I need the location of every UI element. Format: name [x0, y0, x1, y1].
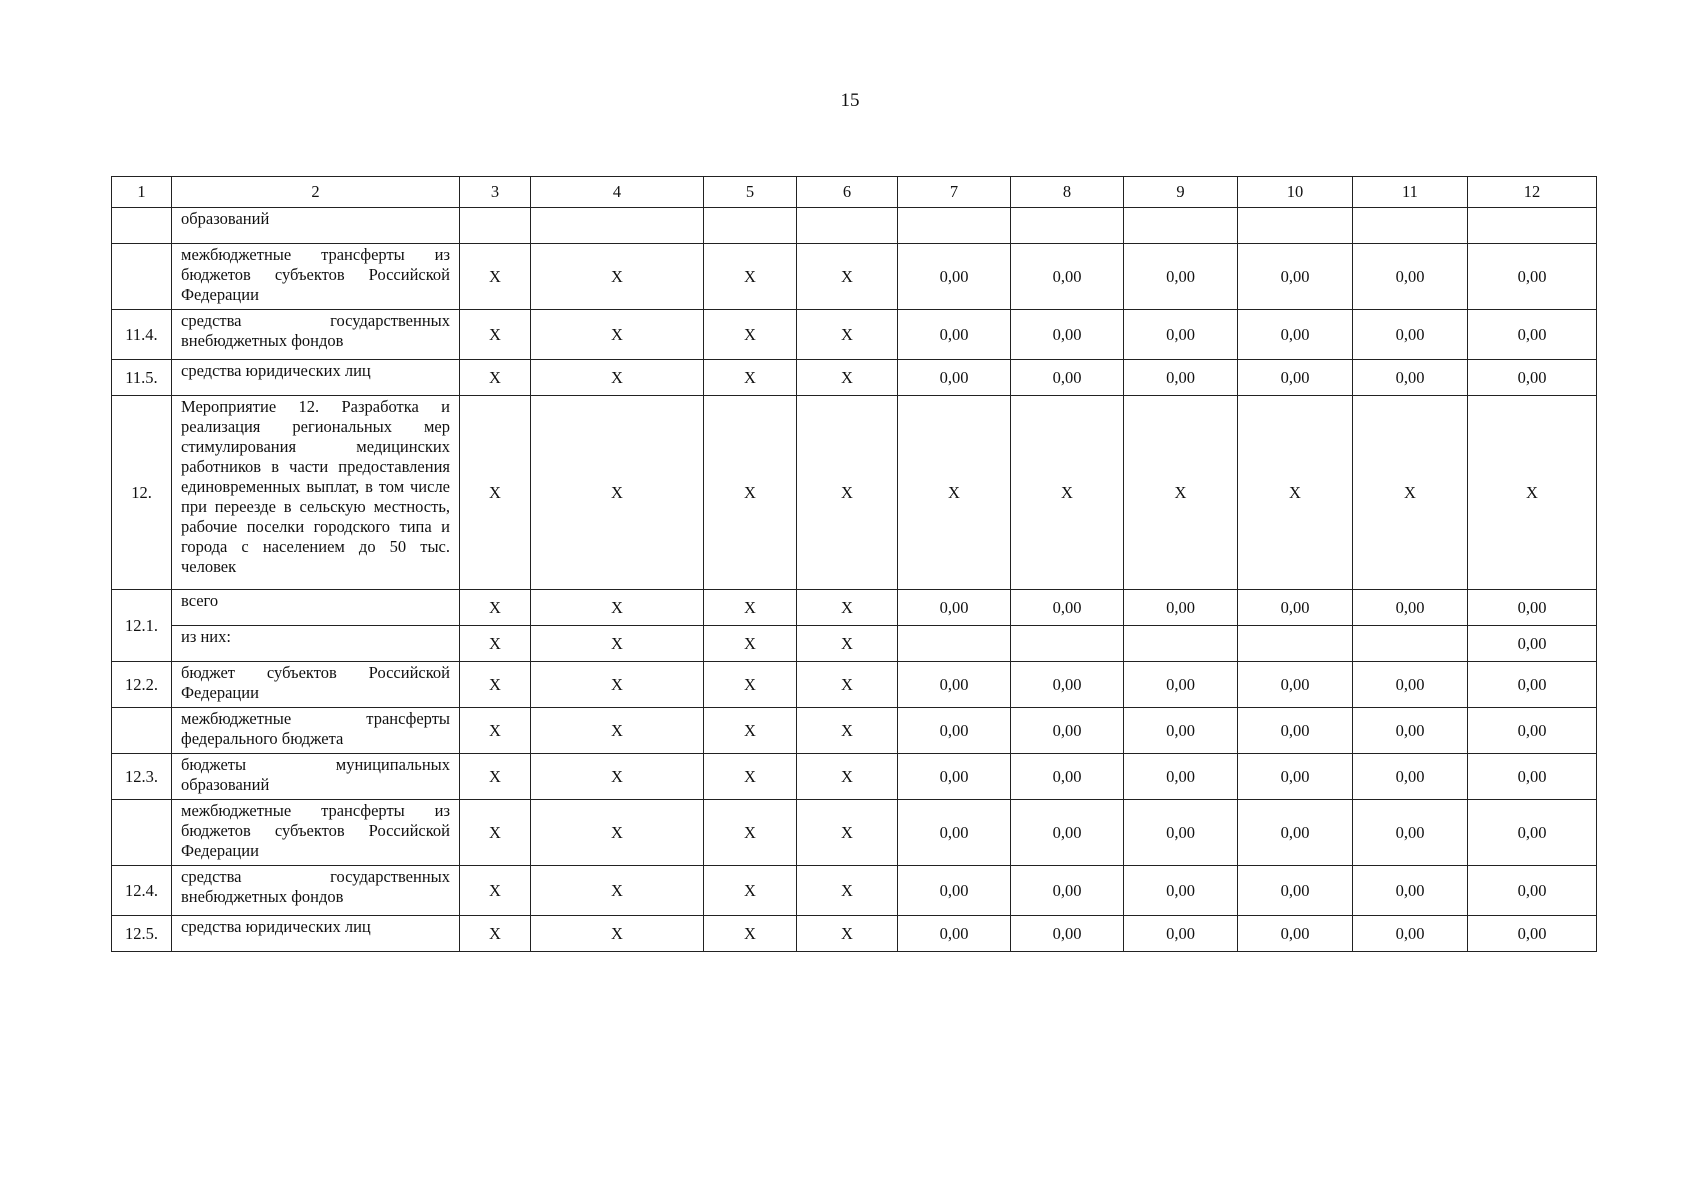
cell: X [460, 244, 531, 310]
cell: X [1238, 396, 1353, 590]
cell: 0,00 [898, 708, 1011, 754]
column-header: 8 [1011, 177, 1124, 208]
cell: 0,00 [1353, 708, 1468, 754]
cell: X [531, 866, 704, 916]
cell: 0,00 [1468, 662, 1597, 708]
cell: 0,00 [1011, 866, 1124, 916]
cell [1011, 626, 1124, 662]
cell: X [460, 916, 531, 952]
table-row [112, 866, 1597, 916]
cell: X [1011, 396, 1124, 590]
row-description: всего [172, 590, 460, 626]
cell: X [704, 708, 797, 754]
row-number [112, 708, 172, 754]
column-header: 4 [531, 177, 704, 208]
cell: 0,00 [1238, 754, 1353, 800]
page-number: 15 [840, 90, 860, 111]
cell: X [460, 626, 531, 662]
cell: X [797, 866, 898, 916]
cell: 0,00 [1238, 708, 1353, 754]
cell: 0,00 [1238, 800, 1353, 866]
row-number [112, 208, 172, 244]
cell [1238, 626, 1353, 662]
cell: 0,00 [1468, 626, 1597, 662]
row-description: бюджеты муниципальных образований [172, 754, 460, 800]
table-row [112, 590, 1597, 626]
column-header: 3 [460, 177, 531, 208]
cell: X [704, 244, 797, 310]
cell: X [704, 360, 797, 396]
cell: 0,00 [1468, 310, 1597, 360]
cell: X [531, 662, 704, 708]
cell: 0,00 [1353, 916, 1468, 952]
cell: 0,00 [1011, 754, 1124, 800]
cell: X [797, 396, 898, 590]
row-number: 12.5. [112, 916, 172, 952]
cell: 0,00 [1468, 360, 1597, 396]
cell: X [704, 800, 797, 866]
row-number: 12. [112, 396, 172, 590]
cell: 0,00 [1238, 360, 1353, 396]
cell: X [797, 800, 898, 866]
cell: X [704, 916, 797, 952]
table-row [112, 310, 1597, 360]
row-number: 11.4. [112, 310, 172, 360]
cell: X [704, 590, 797, 626]
cell [531, 208, 704, 244]
cell: 0,00 [1353, 662, 1468, 708]
cell: 0,00 [1353, 800, 1468, 866]
cell: X [531, 360, 704, 396]
cell: 0,00 [1124, 866, 1238, 916]
cell: X [797, 708, 898, 754]
cell: X [704, 866, 797, 916]
cell: 0,00 [1011, 244, 1124, 310]
cell: 0,00 [1353, 754, 1468, 800]
cell: X [460, 708, 531, 754]
cell: 0,00 [1011, 708, 1124, 754]
column-header: 1 [112, 177, 172, 208]
table-row [112, 626, 1597, 662]
cell: X [460, 866, 531, 916]
table-row [112, 208, 1597, 244]
cell: 0,00 [1011, 662, 1124, 708]
cell [1124, 626, 1238, 662]
cell: X [797, 244, 898, 310]
cell: 0,00 [898, 662, 1011, 708]
cell: X [460, 800, 531, 866]
cell: 0,00 [898, 916, 1011, 952]
cell: X [460, 590, 531, 626]
cell: 0,00 [1238, 310, 1353, 360]
cell: 0,00 [1468, 866, 1597, 916]
row-description: из них: [172, 626, 460, 662]
cell: 0,00 [1011, 310, 1124, 360]
cell: 0,00 [1238, 662, 1353, 708]
cell: 0,00 [898, 590, 1011, 626]
row-number: 11.5. [112, 360, 172, 396]
cell [1238, 208, 1353, 244]
cell: 0,00 [1468, 244, 1597, 310]
cell: 0,00 [1124, 708, 1238, 754]
column-header: 12 [1468, 177, 1597, 208]
row-description: средства государственных внебюджетных фондов [172, 310, 460, 360]
column-header: 11 [1353, 177, 1468, 208]
column-header: 5 [704, 177, 797, 208]
cell: 0,00 [898, 800, 1011, 866]
cell [1353, 626, 1468, 662]
cell: X [531, 244, 704, 310]
cell: 0,00 [1011, 590, 1124, 626]
row-description: межбюджетные трансферты федерального бюджета [172, 708, 460, 754]
cell: X [704, 626, 797, 662]
cell: X [531, 590, 704, 626]
cell: 0,00 [1353, 360, 1468, 396]
cell: X [460, 754, 531, 800]
cell: X [797, 916, 898, 952]
cell: 0,00 [898, 866, 1011, 916]
cell: X [531, 626, 704, 662]
cell: X [460, 662, 531, 708]
budget-table [111, 176, 1597, 952]
row-description: бюджет субъектов Российской Федерации [172, 662, 460, 708]
cell: 0,00 [1124, 244, 1238, 310]
cell: 0,00 [1124, 310, 1238, 360]
column-header: 2 [172, 177, 460, 208]
cell: X [797, 310, 898, 360]
cell: 0,00 [1468, 916, 1597, 952]
row-description: Мероприятие 12. Разработка и реализация региональных мер стимулирования медицинских работников в части предоставления единовременных выплат, в том числе при переезде в сельскую местность, рабочие поселки городского типа и города с населением до 50 тыс. человек [172, 396, 460, 590]
cell: 0,00 [1011, 916, 1124, 952]
column-header: 7 [898, 177, 1011, 208]
table-row [112, 708, 1597, 754]
table-row [112, 800, 1597, 866]
cell [704, 208, 797, 244]
cell: X [797, 360, 898, 396]
cell: X [531, 396, 704, 590]
row-number: 12.3. [112, 754, 172, 800]
column-header: 6 [797, 177, 898, 208]
cell: 0,00 [1238, 866, 1353, 916]
cell [797, 208, 898, 244]
cell [1468, 208, 1597, 244]
cell: X [531, 800, 704, 866]
cell: 0,00 [1468, 590, 1597, 626]
row-description: средства юридических лиц [172, 916, 460, 952]
cell: X [531, 310, 704, 360]
cell: 0,00 [1353, 590, 1468, 626]
cell: 0,00 [1124, 916, 1238, 952]
cell: X [797, 662, 898, 708]
row-description: средства государственных внебюджетных фондов [172, 866, 460, 916]
cell [898, 626, 1011, 662]
cell: 0,00 [1238, 916, 1353, 952]
cell: 0,00 [1011, 360, 1124, 396]
row-description: образований [172, 208, 460, 244]
cell: 0,00 [1468, 708, 1597, 754]
cell: 0,00 [1124, 360, 1238, 396]
cell: 0,00 [1011, 800, 1124, 866]
row-number: 12.2. [112, 662, 172, 708]
table-row [112, 396, 1597, 590]
table-row [112, 244, 1597, 310]
cell: X [797, 590, 898, 626]
cell: 0,00 [898, 244, 1011, 310]
cell: X [531, 754, 704, 800]
cell: X [1353, 396, 1468, 590]
cell: X [460, 310, 531, 360]
cell: X [531, 708, 704, 754]
cell: 0,00 [1124, 800, 1238, 866]
cell: 0,00 [1238, 590, 1353, 626]
cell: X [1468, 396, 1597, 590]
cell: 0,00 [1468, 754, 1597, 800]
column-header: 9 [1124, 177, 1238, 208]
cell: 0,00 [1353, 310, 1468, 360]
cell: X [797, 754, 898, 800]
cell: X [898, 396, 1011, 590]
header-row [112, 177, 1597, 208]
cell: 0,00 [1124, 662, 1238, 708]
cell [898, 208, 1011, 244]
cell: X [704, 310, 797, 360]
cell: 0,00 [1124, 590, 1238, 626]
cell: X [704, 662, 797, 708]
cell: X [460, 396, 531, 590]
row-description: средства юридических лиц [172, 360, 460, 396]
cell: 0,00 [1353, 244, 1468, 310]
cell: 0,00 [898, 310, 1011, 360]
cell: X [1124, 396, 1238, 590]
table-row [112, 916, 1597, 952]
cell [1124, 208, 1238, 244]
cell [1353, 208, 1468, 244]
cell: X [531, 916, 704, 952]
cell: 0,00 [898, 360, 1011, 396]
cell: 0,00 [1238, 244, 1353, 310]
table-row [112, 360, 1597, 396]
cell: X [704, 754, 797, 800]
table-row [112, 662, 1597, 708]
cell: 0,00 [1124, 754, 1238, 800]
cell: X [460, 360, 531, 396]
row-number [112, 800, 172, 866]
row-description: межбюджетные трансферты из бюджетов субъектов Российской Федерации [172, 244, 460, 310]
cell: X [797, 626, 898, 662]
cell [1011, 208, 1124, 244]
row-number: 12.1. [112, 590, 172, 662]
table-row [112, 754, 1597, 800]
row-number: 12.4. [112, 866, 172, 916]
row-description: межбюджетные трансферты из бюджетов субъектов Российской Федерации [172, 800, 460, 866]
cell [460, 208, 531, 244]
cell: 0,00 [898, 754, 1011, 800]
cell: X [704, 396, 797, 590]
cell: 0,00 [1353, 866, 1468, 916]
cell: 0,00 [1468, 800, 1597, 866]
row-number [112, 244, 172, 310]
column-header: 10 [1238, 177, 1353, 208]
